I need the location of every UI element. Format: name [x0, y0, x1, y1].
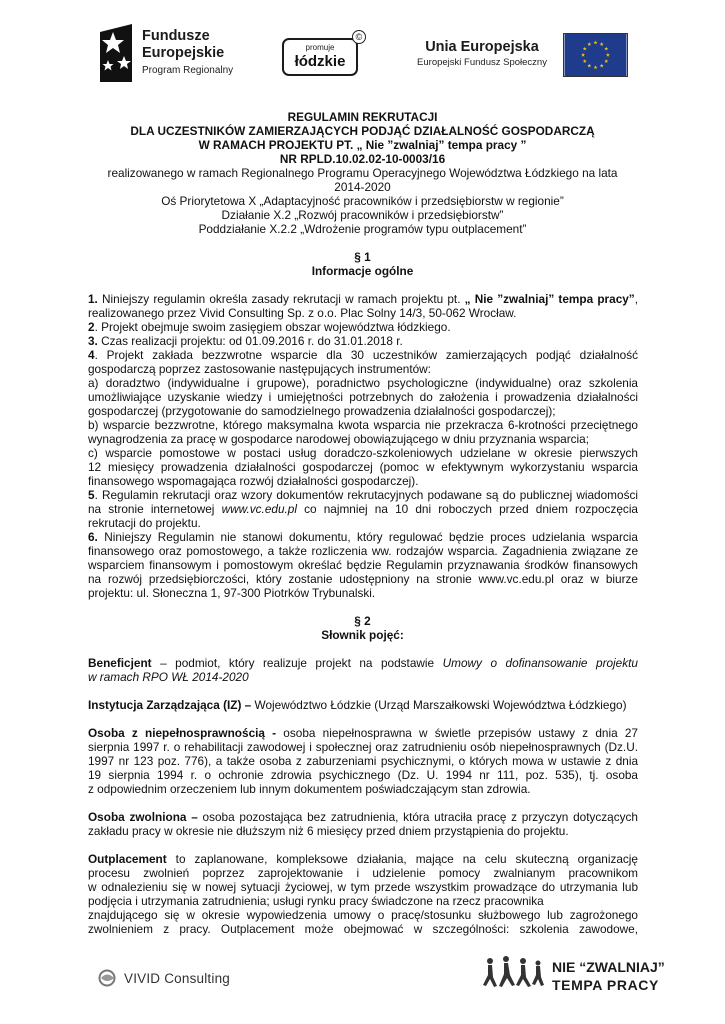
title-line-2: DLA UCZESTNIKÓW ZAMIERZAJĄCYCH PODJĄĆ DZIAŁALNOŚĆ GOSPODARCZĄ: [130, 124, 595, 138]
s1-p3: [88, 334, 403, 348]
nie-zwalniaj-line1: NIE “ZWALNIAJ”: [552, 959, 665, 975]
beneficjent-text: – podmiot, który realizuje projekt na podstawie: [151, 656, 443, 670]
p1-project-name: „ Nie ”zwalniaj” tempa pracy”: [464, 292, 635, 306]
title-line-8: Działanie X.2 „Rozwój pracowników i przedsiębiorstw”: [221, 208, 504, 222]
section1-number: § 1: [354, 250, 371, 264]
section2-number: § 2: [354, 614, 371, 628]
out-text: to zaplanowane, kompleksowe działania, mające na celu skuteczną organizację: [166, 852, 638, 866]
vivid-text: VIVID Consulting: [124, 970, 230, 986]
running-people-icon: [480, 953, 550, 997]
ue-title: Unia Europejska: [425, 39, 539, 55]
p2-number: 2: [88, 320, 95, 334]
s1-p4-a-line2: umożliwiające uzyskanie wiedzy i umiejętności potrzebnych do założenia i prowadzenia działalności: [88, 390, 638, 404]
fe-line2: Europejskie: [142, 45, 225, 61]
s1-p6-line3: wsparciem finansowym i pomostowym określać będzie Regulamin przyznawania środków finansowych: [88, 558, 638, 572]
s1-p6-line5: projektu: ul. Słoneczna 1, 97-300 Piotrków Trybunalski.: [88, 586, 376, 600]
s2-out-line5: znajdującego się w okresie wypowiedzenia umowy o pracę/stosunku służbowego lub zagrożonego: [88, 908, 638, 922]
s2-on-line4: 19 sierpnia 1994 r. o ochronie zdrowia psychicznego (Dz. U. 1994 nr 111, poz. 535), tj. osoba: [88, 768, 638, 782]
p1-text-c: ,: [634, 292, 638, 306]
p5-number: 5: [88, 488, 95, 502]
fe-line1: Fundusze: [142, 28, 210, 44]
s1-p6-line2: finansowego oraz pomostowego, a także rozliczenia ww. rodzajów wsparcia. Zagadnienia związane ze: [88, 544, 638, 558]
p2-text: . Projekt obejmuje swoim zasięgiem obszar województwa łódzkiego.: [94, 320, 451, 334]
out-term: Outplacement: [88, 852, 167, 866]
s2-out-line1: [88, 852, 638, 866]
title-line-3: W RAMACH PROJEKTU PT. „ Nie ”zwalniaj” tempa pracy ”: [198, 138, 527, 152]
s1-p6-line1: [88, 530, 638, 544]
iz-term: Instytucja Zarządzająca (IZ) –: [88, 698, 252, 712]
eu-flag-icon: [563, 33, 628, 77]
s2-out-line4: podjęcia i utrzymania zatrudnienia; usługi rynku pracy świadczone na rzecz pracownika: [88, 894, 544, 908]
fe-line3: Program Regionalny: [142, 65, 234, 76]
p1-text-a: Niniejszy regulamin określa zasady rekrutacji w ramach projektu pt.: [97, 292, 465, 306]
s2-out-line3: w odnalezieniu się w nowej sytuacji życiowej, w tym przede wszystkim prowadzące do utrzymania lub: [88, 880, 638, 894]
s1-p1-line1: [88, 292, 638, 306]
iz-text: Województwo Łódzkie (Urząd Marszałkowski Województwa Łódzkiego): [251, 698, 627, 712]
s1-p6-line4: na rozwój przedsiębiorczości, który zostanie udostępniony na stronie www.vc.edu.pl oraz w biurze: [88, 572, 638, 586]
s1-p1-line2: realizowanego przez Vivid Consulting Sp. z o.o. Plac Solny 14/3, 50-062 Wrocław.: [88, 306, 517, 320]
s2-out-line6: zwolnieniem z pracy. Outplacement może obejmować w szczególności: szkolenia zawodowe,: [88, 922, 638, 936]
beneficjent-umowa: Umowy o dofinansowanie projektu: [442, 656, 638, 670]
section2-heading: Słownik pojęć:: [321, 628, 404, 642]
nie-zwalniaj-logo: [480, 953, 665, 997]
section1-heading: Informacje ogólne: [311, 264, 414, 278]
p5-text-a: na stronie internetowej: [88, 502, 222, 516]
s1-p4-b-line2: wynagrodzenia za pracę w gospodarce narodowej obowiązującego w dniu przyznania wsparcia;: [88, 432, 590, 446]
p5-url-link[interactable]: www.vc.edu.pl: [221, 502, 297, 516]
nie-zwalniaj-line2: TEMPA PRACY: [552, 977, 659, 993]
beneficjent-term: Beneficjent: [88, 656, 152, 670]
title-line-9: Poddziałanie X.2.2 „Wdrożenie programów typu outplacement”: [198, 222, 527, 236]
s1-p4-a-line1: a) doradztwo (indywidualne i grupowe), poradnictwo psychologiczne (indywidualne) oraz szkolenia: [88, 376, 638, 390]
p6-text: Niniejszy Regulamin nie stanowi dokumentu, który regulować będzie proces udzielania wsparcia: [97, 530, 638, 544]
p3-text: Czas realizacji projektu: od 01.09.2016 r. do 31.01.2018 r.: [97, 334, 403, 348]
p6-number: 6.: [88, 530, 98, 544]
eu-flag-field: [564, 34, 626, 76]
s2-beneficjent-line1: [88, 656, 638, 670]
s2-beneficjent-line2: w ramach RPO WŁ 2014-2020: [88, 670, 249, 684]
title-line-7: Oś Priorytetowa X „Adaptacyjność pracowników i przedsiębiorstw w regionie”: [161, 194, 564, 208]
s1-p5-line3: rekrutacji do projektu.: [88, 516, 201, 530]
on-term: Osoba z niepełnosprawnością -: [88, 726, 277, 740]
s2-on-line1: [88, 726, 638, 740]
vivid-swirl-icon: [96, 969, 120, 987]
promuje-lodzkie-logo: [282, 30, 368, 80]
p3-number: 3.: [88, 334, 98, 348]
lodzkie-text: łódzkie: [294, 53, 346, 70]
title-line-1: REGULAMIN REKRUTACJI: [287, 110, 438, 124]
s1-p2: [88, 320, 451, 334]
s2-iz: [88, 698, 627, 712]
s1-p4-line1: [88, 348, 638, 362]
p4-text: . Projekt zakłada bezzwrotne wsparcie dla 30 uczestników zamierzających podjąć działalność: [94, 348, 638, 362]
on-text: osoba niepełnosprawna w świetle przepisów ustawy z dnia 27: [276, 726, 638, 740]
s2-on-line5: z odpowiednim orzeczeniem lub innym dokumentem poświadczającym stan zdrowia.: [88, 782, 531, 796]
s2-on-line3: 1997 nr 123 poz. 776), a także osoba z zaburzeniami psychicznymi, o których mowa w ustawie z dnia: [88, 754, 638, 768]
promuje-text: promuje: [305, 43, 335, 52]
unia-europejska-logo: [408, 38, 556, 70]
s2-out-line2: procesu zwolnień poprzez zaprojektowanie i udzielenie pomocy zwalnianym pracownikom: [88, 866, 638, 880]
p5-text: . Regulamin rekrutacji oraz wzory dokumentów rekrutacyjnych podawane są do publicznej wiadomości: [94, 488, 638, 502]
fundusze-europejskie-logo: [96, 22, 256, 84]
copyright-icon: ©: [352, 30, 366, 44]
s1-p4-a-line3: gospodarczej (przygotowanie do samodzielnego prowadzenia działalności gospodarczej);: [88, 404, 556, 418]
s2-oz-line1: [88, 810, 638, 824]
s1-p5-line2: [88, 502, 638, 516]
s2-on-line2: sierpnia 1997 r. o rehabilitacji zawodowej i społecznej oraz zatrudnieniu osób niepełnosprawnych (Dz.U.: [88, 740, 638, 754]
p1-number: 1.: [88, 292, 98, 306]
fundusze-europejskie-star-icon: [96, 22, 136, 84]
vivid-consulting-logo: [96, 968, 256, 988]
title-line-5: realizowanego w ramach Regionalnego Programu Operacyjnego Województwa Łódzkiego na lata: [107, 166, 618, 180]
s1-p4-b-line1: b) wsparcie bezzwrotne, którego maksymalna kwota wsparcia nie przekracza 6-krotności przeciętnego: [88, 418, 638, 432]
ue-subtitle: Europejski Fundusz Społeczny: [417, 57, 547, 68]
p5-text-b: co najmniej na 10 dni roboczych przed dniem rozpoczęcia: [296, 502, 638, 516]
title-line-6: 2014-2020: [334, 180, 391, 194]
s1-p5-line1: [88, 488, 638, 502]
s1-p4-c-line2: 12 miesięcy prowadzenia działalności gospodarczej (pomoc w efektywnym wykorzystaniu wsparcia: [88, 460, 638, 474]
s1-p4-c-line3: finansowego wspomagająca rozwój działalności gospodarczej).: [88, 474, 419, 488]
oz-term: Osoba zwolniona –: [88, 810, 198, 824]
oz-text: osoba pozostająca bez zatrudnienia, która utraciła pracę z przyczyn dotyczących: [197, 810, 638, 824]
title-line-4: NR RPLD.10.02.02-10-0003/16: [279, 152, 446, 166]
s1-p4-line2: gospodarczą poprzez zastosowanie następujących instrumentów:: [88, 362, 431, 376]
s1-p4-c-line1: c) wsparcie pomostowe w postaci usług doradczo-szkoleniowych udzielane w okresie pierwszych: [88, 446, 638, 460]
s2-oz-line2: zakładu pracy w okresie nie dłuższym niż 6 miesięcy przed dniem przystąpienia do projektu.: [88, 824, 569, 838]
p4-number: 4: [88, 348, 95, 362]
